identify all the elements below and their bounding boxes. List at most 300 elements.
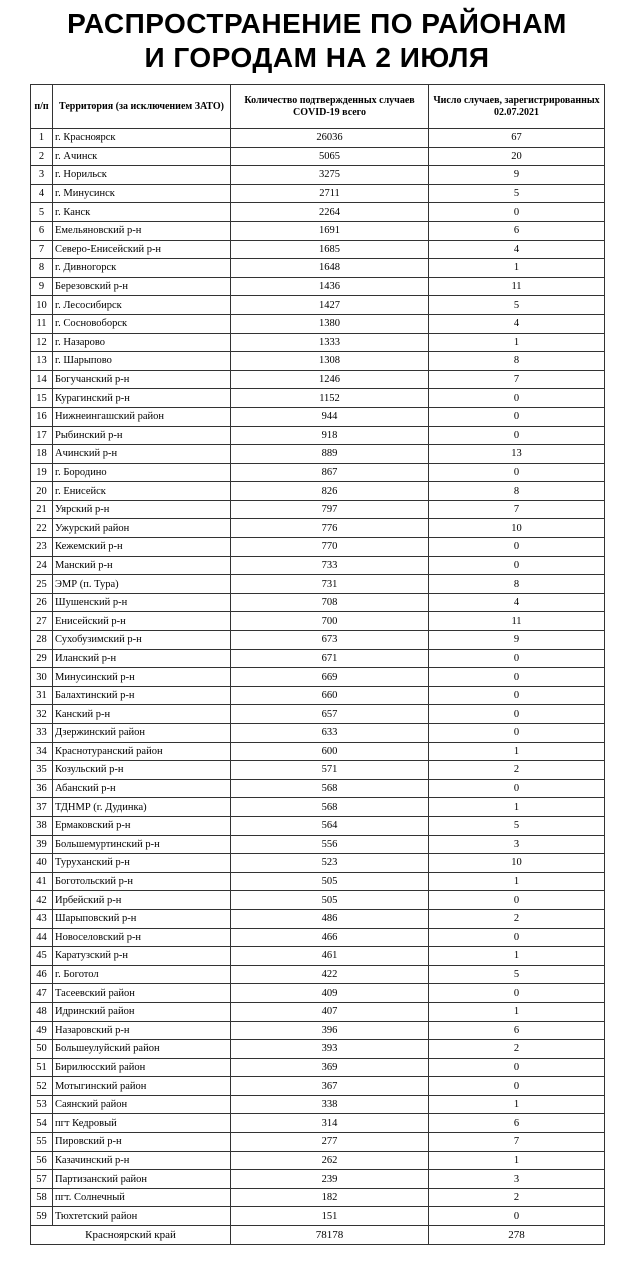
table-row <box>31 984 605 1003</box>
header-territory: Территория (за исключением ЗАТО) <box>53 85 231 129</box>
table-row <box>31 649 605 668</box>
row-territory: Назаровский р-н <box>53 1021 231 1040</box>
row-number: 39 <box>31 835 53 854</box>
row-total: 314 <box>231 1114 429 1133</box>
row-territory: Курагинский р-н <box>53 389 231 408</box>
row-territory: Шарыповский р-н <box>53 909 231 928</box>
row-new: 9 <box>429 631 605 650</box>
table-row <box>31 277 605 296</box>
header-new: Число случаев, зарегистрированных 02.07.2021 <box>429 85 605 129</box>
row-total: 600 <box>231 742 429 761</box>
row-number: 11 <box>31 314 53 333</box>
row-number: 45 <box>31 947 53 966</box>
row-number: 32 <box>31 705 53 724</box>
row-number: 51 <box>31 1058 53 1077</box>
table-row <box>31 575 605 594</box>
row-territory: Казачинский р-н <box>53 1151 231 1170</box>
row-total: 505 <box>231 891 429 910</box>
row-new: 5 <box>429 965 605 984</box>
row-total: 26036 <box>231 129 429 148</box>
row-total: 1691 <box>231 221 429 240</box>
table-row <box>31 296 605 315</box>
table-row <box>31 166 605 185</box>
row-number: 1 <box>31 129 53 148</box>
row-new: 8 <box>429 352 605 371</box>
table-row <box>31 314 605 333</box>
row-total: 2711 <box>231 184 429 203</box>
row-territory: Новоселовский р-н <box>53 928 231 947</box>
row-total: 1648 <box>231 259 429 278</box>
row-new: 0 <box>429 984 605 1003</box>
table-row <box>31 1021 605 1040</box>
row-total: 568 <box>231 779 429 798</box>
table-row <box>31 240 605 259</box>
row-territory: Саянский район <box>53 1095 231 1114</box>
row-territory: Мотыгинский район <box>53 1077 231 1096</box>
header-num: п/п <box>31 85 53 129</box>
row-territory: пгт Кедровый <box>53 1114 231 1133</box>
row-total: 262 <box>231 1151 429 1170</box>
row-new: 2 <box>429 909 605 928</box>
row-total: 3275 <box>231 166 429 185</box>
row-number: 42 <box>31 891 53 910</box>
table-row <box>31 872 605 891</box>
row-number: 8 <box>31 259 53 278</box>
row-total: 657 <box>231 705 429 724</box>
row-number: 46 <box>31 965 53 984</box>
row-total: 505 <box>231 872 429 891</box>
row-number: 27 <box>31 612 53 631</box>
row-new: 20 <box>429 147 605 166</box>
row-new: 0 <box>429 463 605 482</box>
row-total: 1308 <box>231 352 429 371</box>
table-row <box>31 742 605 761</box>
row-number: 19 <box>31 463 53 482</box>
table-row <box>31 947 605 966</box>
row-number: 59 <box>31 1207 53 1226</box>
row-number: 22 <box>31 519 53 538</box>
row-number: 5 <box>31 203 53 222</box>
row-number: 24 <box>31 556 53 575</box>
table-row <box>31 668 605 687</box>
row-number: 9 <box>31 277 53 296</box>
row-number: 28 <box>31 631 53 650</box>
row-total: 770 <box>231 538 429 557</box>
table-row <box>31 631 605 650</box>
row-territory: г. Бородино <box>53 463 231 482</box>
row-territory: Ермаковский р-н <box>53 816 231 835</box>
row-total: 2264 <box>231 203 429 222</box>
row-territory: г. Сосновоборск <box>53 314 231 333</box>
row-total: 5065 <box>231 147 429 166</box>
row-territory: ТДНМР (г. Дудинка) <box>53 798 231 817</box>
row-number: 36 <box>31 779 53 798</box>
row-territory: г. Канск <box>53 203 231 222</box>
row-new: 0 <box>429 686 605 705</box>
table-row <box>31 1114 605 1133</box>
row-number: 58 <box>31 1188 53 1207</box>
row-new: 13 <box>429 445 605 464</box>
row-total: 393 <box>231 1040 429 1059</box>
row-number: 12 <box>31 333 53 352</box>
row-new: 1 <box>429 872 605 891</box>
row-new: 0 <box>429 705 605 724</box>
row-new: 3 <box>429 1170 605 1189</box>
row-new: 8 <box>429 575 605 594</box>
row-number: 44 <box>31 928 53 947</box>
row-territory: Большемуртинский р-н <box>53 835 231 854</box>
row-total: 889 <box>231 445 429 464</box>
row-total: 633 <box>231 724 429 743</box>
row-new: 0 <box>429 649 605 668</box>
row-territory: Сухобузимский р-н <box>53 631 231 650</box>
table-row <box>31 909 605 928</box>
row-new: 2 <box>429 1040 605 1059</box>
row-number: 14 <box>31 370 53 389</box>
row-new: 11 <box>429 612 605 631</box>
table-row <box>31 1207 605 1226</box>
table-row <box>31 1077 605 1096</box>
row-territory: г. Дивногорск <box>53 259 231 278</box>
row-number: 57 <box>31 1170 53 1189</box>
row-new: 9 <box>429 166 605 185</box>
row-number: 26 <box>31 593 53 612</box>
row-territory: Дзержинский район <box>53 724 231 743</box>
row-total: 239 <box>231 1170 429 1189</box>
row-total: 1246 <box>231 370 429 389</box>
row-total: 277 <box>231 1133 429 1152</box>
row-territory: Пировский р-н <box>53 1133 231 1152</box>
row-number: 34 <box>31 742 53 761</box>
row-new: 6 <box>429 1114 605 1133</box>
row-new: 1 <box>429 1095 605 1114</box>
row-territory: Богучанский р-н <box>53 370 231 389</box>
covid-cases-table <box>30 84 605 1245</box>
row-territory: Березовский р-н <box>53 277 231 296</box>
row-territory: Боготольский р-н <box>53 872 231 891</box>
row-total: 733 <box>231 556 429 575</box>
row-number: 37 <box>31 798 53 817</box>
row-total: 1380 <box>231 314 429 333</box>
row-new: 5 <box>429 816 605 835</box>
row-territory: Кежемский р-н <box>53 538 231 557</box>
table-row <box>31 259 605 278</box>
row-territory: г. Минусинск <box>53 184 231 203</box>
row-number: 40 <box>31 854 53 873</box>
row-total: 182 <box>231 1188 429 1207</box>
row-new: 1 <box>429 947 605 966</box>
row-total: 1427 <box>231 296 429 315</box>
table-row <box>31 1058 605 1077</box>
table-row <box>31 333 605 352</box>
row-territory: Минусинский р-н <box>53 668 231 687</box>
table-row <box>31 389 605 408</box>
row-number: 10 <box>31 296 53 315</box>
row-territory: Канский р-н <box>53 705 231 724</box>
row-territory: пгт. Солнечный <box>53 1188 231 1207</box>
row-number: 53 <box>31 1095 53 1114</box>
row-number: 31 <box>31 686 53 705</box>
page-title-line-2: И ГОРОДАМ НА 2 ИЮЛЯ <box>144 42 490 73</box>
row-new: 1 <box>429 1002 605 1021</box>
row-territory: Нижнеингашский район <box>53 407 231 426</box>
table-row <box>31 1095 605 1114</box>
row-number: 30 <box>31 668 53 687</box>
row-number: 50 <box>31 1040 53 1059</box>
table-row <box>31 612 605 631</box>
row-territory: Партизанский район <box>53 1170 231 1189</box>
page-title-line-1: РАСПРОСТРАНЕНИЕ ПО РАЙОНАМ <box>67 8 567 39</box>
table-row <box>31 445 605 464</box>
row-new: 8 <box>429 482 605 501</box>
row-total: 396 <box>231 1021 429 1040</box>
row-new: 0 <box>429 1207 605 1226</box>
row-territory: Абанский р-н <box>53 779 231 798</box>
row-total: 409 <box>231 984 429 1003</box>
row-territory: Тасеевский район <box>53 984 231 1003</box>
table-row <box>31 1170 605 1189</box>
row-territory: г. Красноярск <box>53 129 231 148</box>
row-new: 1 <box>429 1151 605 1170</box>
table-row <box>31 538 605 557</box>
row-number: 33 <box>31 724 53 743</box>
row-new: 6 <box>429 1021 605 1040</box>
row-total: 1685 <box>231 240 429 259</box>
row-new: 0 <box>429 779 605 798</box>
row-total: 523 <box>231 854 429 873</box>
row-total: 1333 <box>231 333 429 352</box>
row-total: 918 <box>231 426 429 445</box>
table-header-row <box>31 85 605 129</box>
table-row <box>31 1040 605 1059</box>
row-territory: г. Ачинск <box>53 147 231 166</box>
row-territory: г. Шарыпово <box>53 352 231 371</box>
row-number: 55 <box>31 1133 53 1152</box>
footer-label: Красноярский край <box>31 1226 231 1245</box>
row-new: 0 <box>429 203 605 222</box>
table-row <box>31 203 605 222</box>
table-row <box>31 705 605 724</box>
row-total: 731 <box>231 575 429 594</box>
row-new: 7 <box>429 370 605 389</box>
row-total: 151 <box>231 1207 429 1226</box>
table-row <box>31 556 605 575</box>
row-new: 0 <box>429 668 605 687</box>
row-new: 0 <box>429 426 605 445</box>
row-territory: ЭМР (п. Тура) <box>53 575 231 594</box>
row-number: 23 <box>31 538 53 557</box>
row-territory: Уярский р-н <box>53 500 231 519</box>
row-new: 0 <box>429 1058 605 1077</box>
table-row <box>31 426 605 445</box>
row-new: 1 <box>429 742 605 761</box>
row-total: 708 <box>231 593 429 612</box>
row-new: 10 <box>429 519 605 538</box>
row-total: 1152 <box>231 389 429 408</box>
row-total: 671 <box>231 649 429 668</box>
row-territory: Каратузский р-н <box>53 947 231 966</box>
row-number: 43 <box>31 909 53 928</box>
table-row <box>31 221 605 240</box>
row-number: 17 <box>31 426 53 445</box>
row-new: 4 <box>429 314 605 333</box>
row-new: 0 <box>429 891 605 910</box>
table-row <box>31 686 605 705</box>
row-territory: г. Лесосибирск <box>53 296 231 315</box>
row-new: 6 <box>429 221 605 240</box>
row-territory: Большеулуйский район <box>53 1040 231 1059</box>
table-row <box>31 761 605 780</box>
row-territory: Рыбинский р-н <box>53 426 231 445</box>
row-number: 41 <box>31 872 53 891</box>
row-number: 56 <box>31 1151 53 1170</box>
row-number: 6 <box>31 221 53 240</box>
table-row <box>31 519 605 538</box>
table-row <box>31 724 605 743</box>
row-territory: Краснотуранский район <box>53 742 231 761</box>
footer-new: 278 <box>429 1226 605 1245</box>
table-row <box>31 407 605 426</box>
row-territory: Иланский р-н <box>53 649 231 668</box>
table-row <box>31 835 605 854</box>
row-number: 38 <box>31 816 53 835</box>
row-territory: Балахтинский р-н <box>53 686 231 705</box>
row-territory: г. Енисейск <box>53 482 231 501</box>
row-new: 2 <box>429 1188 605 1207</box>
row-new: 1 <box>429 259 605 278</box>
row-new: 5 <box>429 184 605 203</box>
table-row <box>31 1151 605 1170</box>
row-new: 0 <box>429 556 605 575</box>
row-new: 0 <box>429 724 605 743</box>
row-territory: Ужурский район <box>53 519 231 538</box>
row-territory: Идринский район <box>53 1002 231 1021</box>
table-row <box>31 352 605 371</box>
row-number: 25 <box>31 575 53 594</box>
table-row <box>31 965 605 984</box>
row-new: 5 <box>429 296 605 315</box>
row-number: 54 <box>31 1114 53 1133</box>
row-territory: Енисейский р-н <box>53 612 231 631</box>
row-total: 568 <box>231 798 429 817</box>
row-total: 867 <box>231 463 429 482</box>
table-row <box>31 779 605 798</box>
row-new: 4 <box>429 240 605 259</box>
row-new: 4 <box>429 593 605 612</box>
row-number: 18 <box>31 445 53 464</box>
row-number: 20 <box>31 482 53 501</box>
row-territory: Манский р-н <box>53 556 231 575</box>
row-number: 2 <box>31 147 53 166</box>
row-total: 669 <box>231 668 429 687</box>
row-total: 564 <box>231 816 429 835</box>
row-number: 52 <box>31 1077 53 1096</box>
row-total: 700 <box>231 612 429 631</box>
table-row <box>31 184 605 203</box>
row-new: 1 <box>429 333 605 352</box>
table-row <box>31 500 605 519</box>
row-territory: Шушенский р-н <box>53 593 231 612</box>
table-row <box>31 129 605 148</box>
row-new: 0 <box>429 389 605 408</box>
table-row <box>31 147 605 166</box>
row-number: 13 <box>31 352 53 371</box>
row-number: 21 <box>31 500 53 519</box>
row-new: 0 <box>429 407 605 426</box>
row-new: 1 <box>429 798 605 817</box>
row-number: 49 <box>31 1021 53 1040</box>
row-total: 776 <box>231 519 429 538</box>
row-territory: Емельяновский р-н <box>53 221 231 240</box>
row-territory: Тюхтетский район <box>53 1207 231 1226</box>
row-territory: Козульский р-н <box>53 761 231 780</box>
row-territory: г. Боготол <box>53 965 231 984</box>
table-row <box>31 798 605 817</box>
row-new: 11 <box>429 277 605 296</box>
row-number: 47 <box>31 984 53 1003</box>
row-number: 29 <box>31 649 53 668</box>
row-territory: Северо-Енисейский р-н <box>53 240 231 259</box>
row-total: 673 <box>231 631 429 650</box>
row-territory: г. Назарово <box>53 333 231 352</box>
row-number: 15 <box>31 389 53 408</box>
row-total: 660 <box>231 686 429 705</box>
table-body <box>31 129 605 1226</box>
table-row <box>31 593 605 612</box>
row-new: 67 <box>429 129 605 148</box>
row-territory: г. Норильск <box>53 166 231 185</box>
table-row <box>31 928 605 947</box>
table-row <box>31 1133 605 1152</box>
row-new: 7 <box>429 500 605 519</box>
row-new: 0 <box>429 538 605 557</box>
table-row <box>31 463 605 482</box>
row-total: 826 <box>231 482 429 501</box>
row-new: 0 <box>429 1077 605 1096</box>
row-territory: Ирбейский р-н <box>53 891 231 910</box>
table-row <box>31 891 605 910</box>
row-number: 3 <box>31 166 53 185</box>
row-total: 407 <box>231 1002 429 1021</box>
row-number: 7 <box>31 240 53 259</box>
row-number: 35 <box>31 761 53 780</box>
row-total: 797 <box>231 500 429 519</box>
row-total: 556 <box>231 835 429 854</box>
row-number: 16 <box>31 407 53 426</box>
header-total: Количество подтвержденных случаев COVID-19 всего <box>231 85 429 129</box>
row-new: 2 <box>429 761 605 780</box>
row-total: 367 <box>231 1077 429 1096</box>
row-total: 1436 <box>231 277 429 296</box>
table-row <box>31 370 605 389</box>
row-number: 48 <box>31 1002 53 1021</box>
row-total: 422 <box>231 965 429 984</box>
table-row <box>31 482 605 501</box>
table-row <box>31 816 605 835</box>
row-total: 461 <box>231 947 429 966</box>
row-new: 0 <box>429 928 605 947</box>
table-footer-row <box>31 1226 605 1245</box>
table-row <box>31 1188 605 1207</box>
row-total: 369 <box>231 1058 429 1077</box>
row-territory: Туруханский р-н <box>53 854 231 873</box>
row-total: 466 <box>231 928 429 947</box>
row-new: 3 <box>429 835 605 854</box>
row-total: 486 <box>231 909 429 928</box>
row-territory: Бирилюсский район <box>53 1058 231 1077</box>
row-territory: Ачинский р-н <box>53 445 231 464</box>
row-total: 944 <box>231 407 429 426</box>
